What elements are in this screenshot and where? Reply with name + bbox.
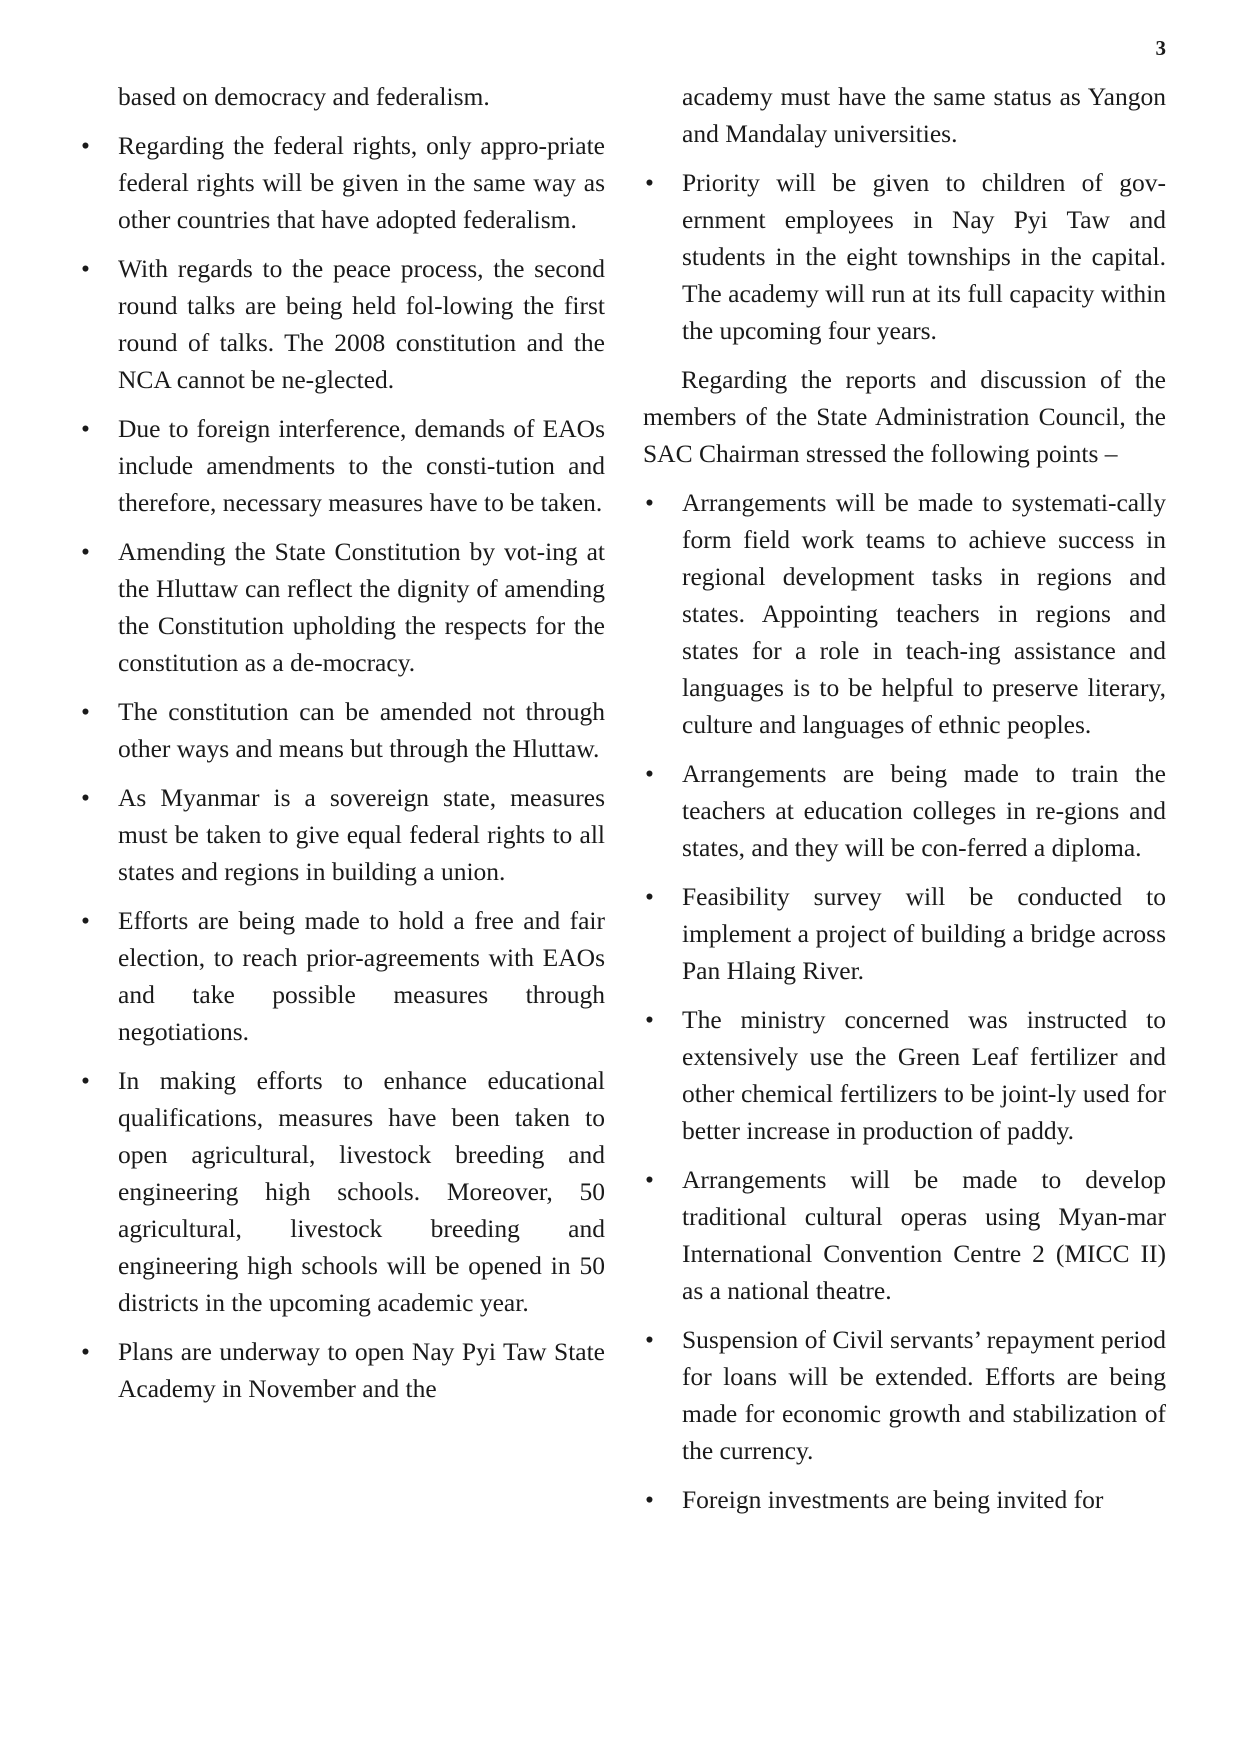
list-item-text: Regarding the federal rights, only appro-priate federal rights will be given in the same way as other countries that have adopted federalism.: [118, 131, 605, 234]
list-item-text: Feasibility survey will be conducted to implement a project of building a bridge across Pan Hlaing River.: [682, 882, 1166, 985]
list-item-text: Due to foreign interference, demands of EAOs include amendments to the consti-tution and therefore, necessary measures have to be taken.: [118, 414, 605, 517]
list-item-text: In making efforts to enhance educational qualifications, measures have been taken to open agricultural, livestock breeding and engineering high schools. Moreover, 50 agricultural, livestock breeding and engineering high schools will be opened in 50 districts in the upcoming academic year.: [118, 1066, 605, 1317]
bullet-list: [79, 127, 605, 1407]
continuation-text: academy must have the same status as Yangon and Mandalay universities.: [682, 82, 1166, 148]
list-item: [643, 878, 1166, 989]
list-item: [643, 164, 1166, 349]
list-item-text: Arrangements will be made to systemati-cally form field work teams to achieve success in regional development tasks in regions and states. Appointing teachers in regions and states for a role in teach-ing assistance and languages is to be helpful to preserve literary, culture and languages of ethnic peoples.: [682, 488, 1166, 739]
list-item: [643, 1321, 1166, 1469]
bullet-icon: •: [81, 1066, 90, 1095]
bullet-icon: •: [645, 1485, 654, 1514]
bullet-icon: •: [645, 1005, 654, 1034]
bullet-icon: •: [81, 537, 90, 566]
list-item: [79, 533, 605, 681]
bullet-icon: •: [81, 131, 90, 160]
list-item: [643, 484, 1166, 743]
list-item: [79, 779, 605, 890]
bullet-icon: •: [81, 1337, 90, 1366]
list-item-text: With regards to the peace process, the second round talks are being held fol-lowing the first round of talks. The 2008 constitution and the NCA cannot be ne-glected.: [118, 254, 605, 394]
bullet-icon: •: [81, 906, 90, 935]
list-item: [643, 1161, 1166, 1309]
body-paragraph: Regarding the reports and discussion of the members of the State Administration Council, the SAC Chairman stressed the following points –: [643, 365, 1166, 468]
bullet-icon: •: [645, 882, 654, 911]
list-item-text: The constitution can be amended not through other ways and means but through the Hluttaw.: [118, 697, 605, 763]
list-item-text: The ministry concerned was instructed to extensively use the Green Leaf fertilizer and other chemical fertilizers to be joint-ly used for better increase in production of paddy.: [682, 1005, 1166, 1145]
left-column: [79, 78, 605, 1419]
list-item: [643, 1481, 1166, 1518]
list-item: [643, 1001, 1166, 1149]
page-number: 3: [1155, 36, 1166, 60]
list-item-text: As Myanmar is a sovereign state, measures must be taken to give equal federal rights to all states and regions in building a union.: [118, 783, 605, 886]
list-item: [79, 410, 605, 521]
list-item-text: Priority will be given to children of gov-ernment employees in Nay Pyi Taw and students in the eight townships in the capital. The academy will run at its full capacity within the upcoming four years.: [682, 168, 1166, 345]
bullet-icon: •: [81, 414, 90, 443]
continuation-text: based on democracy and federalism.: [118, 82, 490, 111]
bullet-list: [643, 484, 1166, 1518]
bullet-icon: •: [81, 254, 90, 283]
list-item-text: Arrangements will be made to develop traditional cultural operas using Myan-mar International Convention Centre 2 (MICC II) as a national theatre.: [682, 1165, 1166, 1305]
list-item: [79, 1333, 605, 1407]
bullet-list: [643, 164, 1166, 349]
list-item: [79, 693, 605, 767]
bullet-icon: •: [645, 759, 654, 788]
list-item-text: Arrangements are being made to train the teachers at education colleges in re-gions and states, and they will be con-ferred a diploma.: [682, 759, 1166, 862]
list-item-text: Suspension of Civil servants’ repayment period for loans will be extended. Efforts are being made for economic growth and stabilization of the currency.: [682, 1325, 1166, 1465]
bullet-icon: •: [81, 783, 90, 812]
list-item: [79, 127, 605, 238]
bullet-icon: •: [645, 1325, 654, 1354]
list-item: [643, 755, 1166, 866]
bullet-icon: •: [645, 1165, 654, 1194]
list-item-text: Efforts are being made to hold a free and fair election, to reach prior-agreements with EAOs and take possible measures through negotiations.: [118, 906, 605, 1046]
list-item: [79, 1062, 605, 1321]
list-item: [79, 250, 605, 398]
bullet-icon: •: [81, 697, 90, 726]
list-item-text: Foreign investments are being invited for: [682, 1485, 1104, 1514]
list-item-text: Amending the State Constitution by vot-ing at the Hluttaw can reflect the dignity of amending the Constitution upholding the respects for the constitution as a de-mocracy.: [118, 537, 605, 677]
list-item: [79, 902, 605, 1050]
bullet-icon: •: [645, 168, 654, 197]
list-item-text: Plans are underway to open Nay Pyi Taw State Academy in November and the: [118, 1337, 605, 1403]
bullet-icon: •: [645, 488, 654, 517]
right-column: [643, 78, 1166, 1530]
